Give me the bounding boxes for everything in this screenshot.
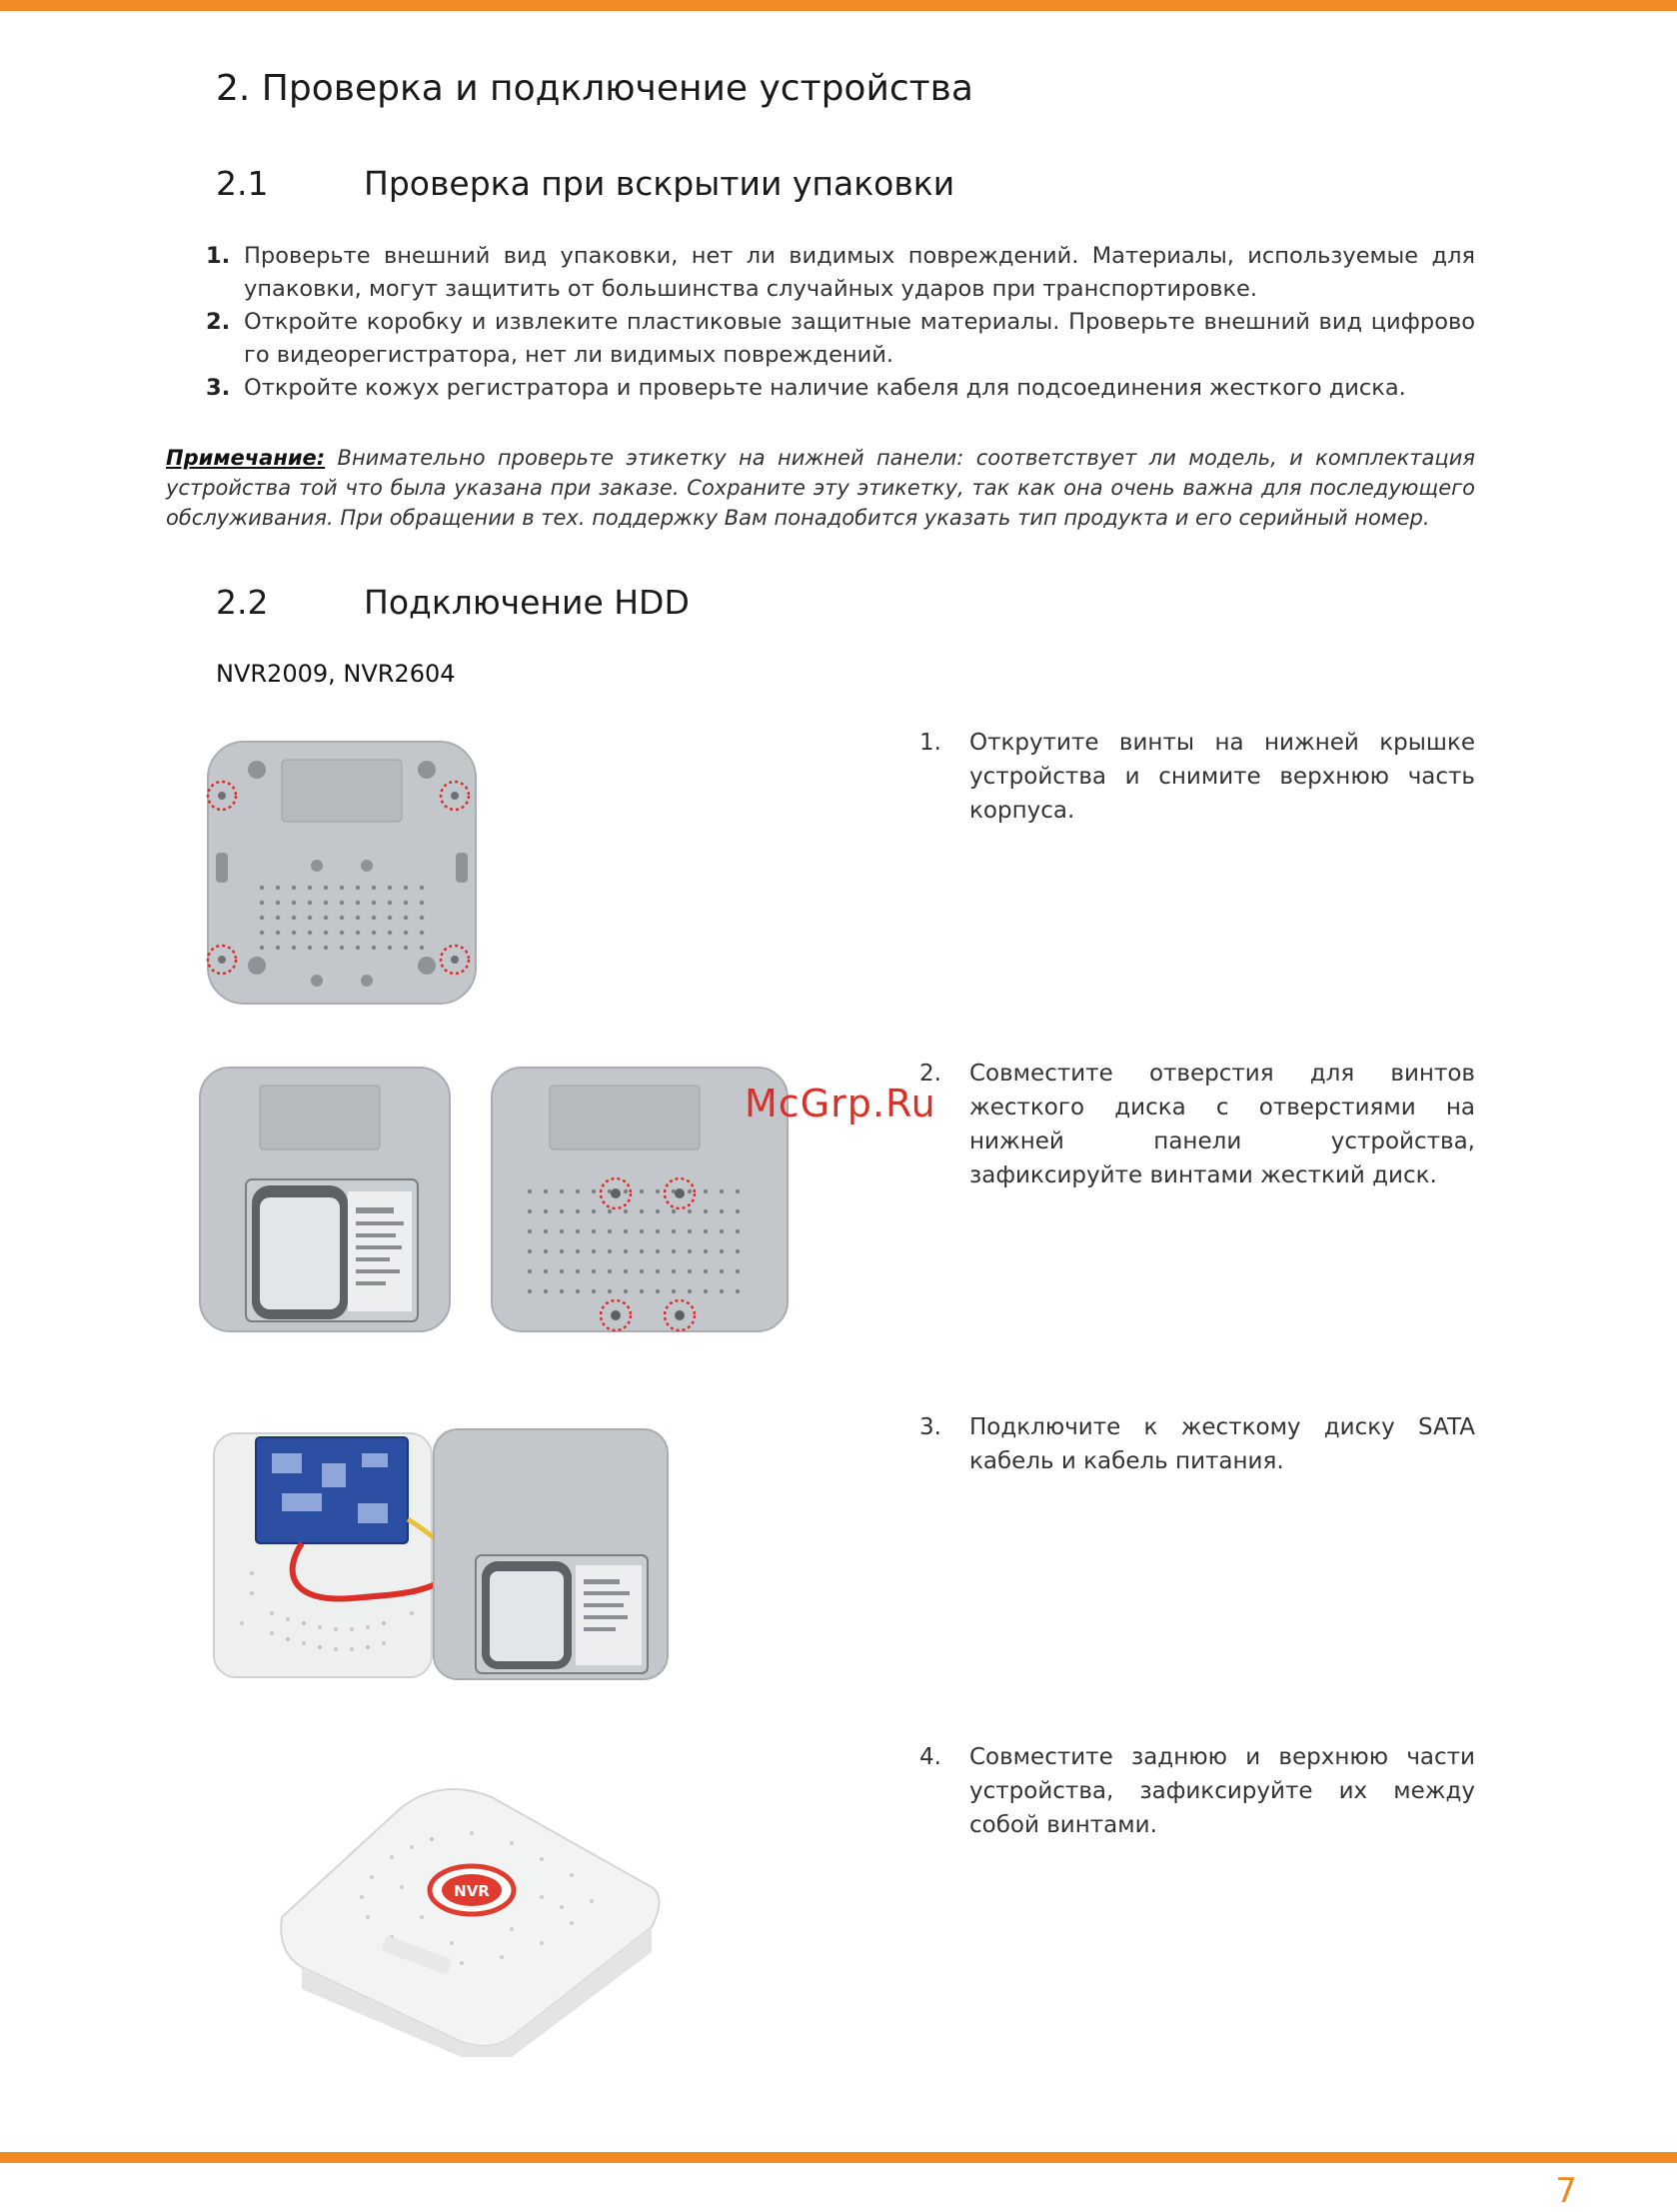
list-item-text: Откройте коробку и извлеките пластиковые защитные материалы. Проверьте внешний вид цифрово го видеорегистратора, нет ли видимых повреждений.: [244, 309, 1475, 368]
subsection-title: Подключение HDD: [364, 583, 690, 622]
model-names: NVR2009, NVR2604: [216, 660, 456, 688]
step-text: Совместите заднюю и верхнюю части устройства, зафиксируйте их между собой винтами.: [969, 1744, 1475, 1838]
watermark: McGrp.Ru: [745, 1082, 936, 1125]
hdd-step-2: [919, 1057, 1475, 1192]
hdd-step-3: [919, 1410, 1475, 1478]
list-item-text: Проверьте внешний вид упаковки, нет ли видимых повреждений. Материалы, используемые для упаковки, могут защитить от большинства случайных ударов при транспортировке.: [244, 243, 1475, 302]
step-text: Подключите к жесткому диску SATA кабель и кабель питания.: [969, 1414, 1475, 1474]
note-label: Примечание:: [166, 446, 326, 470]
figure-assembled-device: [272, 1767, 672, 2057]
subsection-number: 2.2: [216, 583, 269, 622]
section-title: 2. Проверка и подключение устройства: [216, 68, 973, 109]
list-item: [206, 372, 1475, 405]
list-item-number: 1.: [206, 243, 231, 269]
top-accent-bar: [0, 0, 1677, 11]
list-item: [206, 240, 1475, 306]
list-item: [206, 306, 1475, 372]
list-item-number: 2.: [206, 309, 231, 335]
step-number: 3.: [919, 1414, 941, 1440]
hdd-step-4: [919, 1740, 1475, 1842]
note-paragraph: [166, 443, 1475, 533]
list-item-text: Откройте кожух регистратора и проверьте наличие кабеля для подсоединения жесткого диска.: [244, 375, 1406, 401]
subsection-title: Проверка при вскрытии упаковки: [364, 164, 955, 203]
step-number: 1.: [919, 730, 941, 756]
list-item-number: 3.: [206, 375, 231, 401]
subsection-number: 2.1: [216, 164, 269, 203]
page-number: 7: [1555, 2171, 1577, 2211]
device-badge: NVR: [454, 1882, 490, 1900]
step-number: 4.: [919, 1744, 941, 1770]
note-text: Внимательно проверьте этикетку на нижней панели: соответствует ли модель, и комплектация устройства той что была указана при заказе. Сохраните эту этикетку, так как она очень важна для последующего обслуживания. При обращении в тех. поддержку Вам понадобится указать тип продукта и его серийный номер.: [166, 446, 1475, 530]
step-text: Совместите отверстия для винтов жесткого диска с отверстиями на нижней панели устройства, зафиксируйте винтами жесткий диск.: [969, 1061, 1475, 1188]
figure-hdd-placement: [198, 1062, 790, 1337]
figure-cable-connection: [212, 1423, 672, 1685]
figure-bottom-cover: [202, 738, 482, 1008]
unpacking-steps-list: [206, 240, 1475, 405]
step-text: Открутите винты на нижней крышке устройства и снимите верхнюю часть корпуса.: [969, 730, 1475, 824]
step-number: 2.: [919, 1061, 941, 1087]
bottom-accent-bar: [0, 2152, 1677, 2163]
hdd-step-1: [919, 726, 1475, 828]
